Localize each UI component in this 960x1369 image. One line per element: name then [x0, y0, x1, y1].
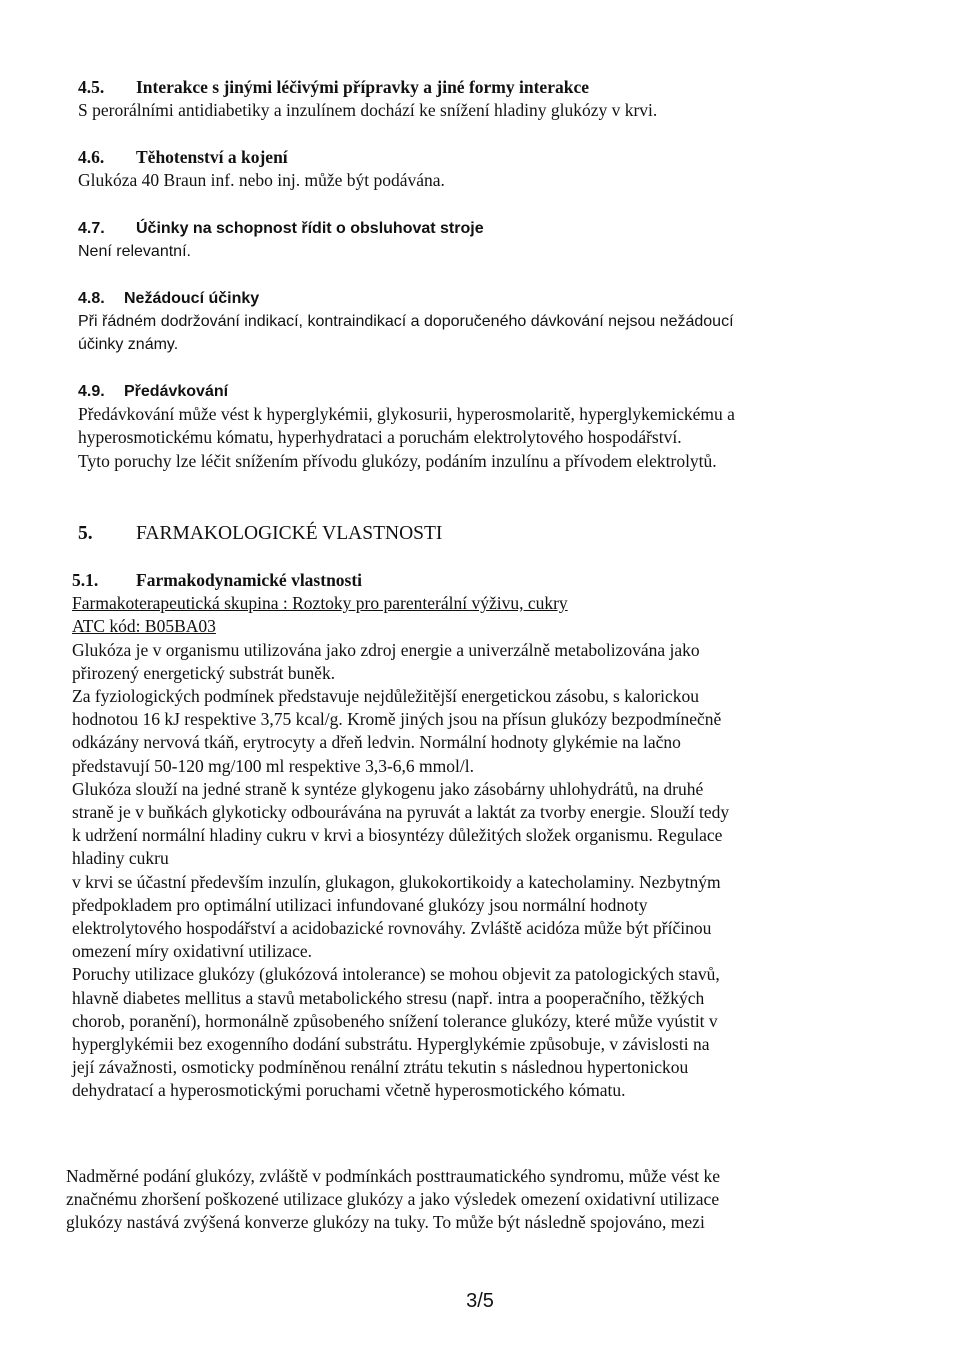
- paragraph-line: Glukóza slouží na jedné straně k syntéze glykogenu jako zásobárny uhlohydrátů, na druhé: [72, 778, 704, 799]
- atc-code: ATC kód: B05BA03: [72, 616, 216, 637]
- paragraph-line: hyperosmotickému kómatu, hyperhydrataci a poruchám elektrolytového hospodářství.: [78, 427, 682, 448]
- section-title: Interakce s jinými léčivými přípravky a jiné formy interakce: [136, 77, 589, 97]
- section-heading: [72, 569, 952, 592]
- paragraph-line: Předávkování může vést k hyperglykémii, glykosurii, hyperosmolaritě, hyperglykemickému a: [78, 404, 735, 425]
- section-number: 4.7.: [78, 220, 105, 237]
- paragraph-continuation: [66, 1165, 946, 1235]
- section-4-9: [78, 380, 958, 473]
- section-title: Předávkování: [124, 383, 229, 400]
- paragraph-line: S perorálními antidiabetiky a inzulínem dochází ke snížení hladiny glukózy v krvi.: [78, 100, 658, 121]
- paragraph-line: v krvi se účastní především inzulín, glukagon, glukokortikoidy a katecholaminy. Nezbytným: [72, 871, 721, 892]
- paragraph-line: hlavně diabetes mellitus a stavů metabolického stresu (např. intra a pooperačního, těžkých: [72, 987, 705, 1008]
- section-title: Těhotenství a kojení: [136, 147, 288, 167]
- paragraph-line: Při řádném dodržování indikací, kontraindikací a doporučeného dávkování nejsou nežádoucí: [78, 313, 734, 331]
- paragraph-line: předpokladem pro optimální utilizaci infundované glukózy jsou normální hodnoty: [72, 894, 648, 915]
- section-heading: [78, 521, 958, 547]
- paragraph-line: představují 50-120 mg/100 ml respektive 3,3-6,6 mmol/l.: [72, 755, 474, 776]
- section-title: FARMAKOLOGICKÉ VLASTNOSTI: [136, 523, 443, 544]
- paragraph-line: glukózy nastává zvýšená konverze glukózy na tuky. To může být následně spojováno, mezi: [66, 1212, 705, 1233]
- pharmacotherapeutic-group: Farmakoterapeutická skupina : Roztoky pro parenterální výživu, cukry: [72, 593, 568, 614]
- paragraph-line: Glukóza 40 Braun inf. nebo inj. může být podávána.: [78, 170, 445, 191]
- section-heading: [78, 76, 958, 99]
- section-number: 5.1.: [72, 570, 99, 590]
- section-4-8: [78, 287, 958, 357]
- paragraph-line: hyperglykémii bez exogenního dodání substrátu. Hyperglykémie způsobuje, v závislosti na: [72, 1034, 710, 1055]
- paragraph-line: její závažnosti, osmoticky podmíněnou renální ztrátu tekutin s následnou hypertonickou: [72, 1057, 689, 1078]
- paragraph-line: Nadměrné podání glukózy, zvláště v podmínkách posttraumatického syndromu, může vést ke: [66, 1166, 720, 1186]
- section-4-6: [78, 146, 958, 192]
- paragraph-line: Za fyziologických podmínek představuje nejdůležitější energetickou zásobu, s kalorickou: [72, 686, 700, 707]
- section-5-1: [72, 569, 952, 1103]
- paragraph-line: hodnotou 16 kJ respektive 3,75 kcal/g. Kromě jiných jsou na přísun glukózy bezpodmínečně: [72, 709, 722, 730]
- section-4-7: [78, 217, 958, 263]
- section-title: Farmakodynamické vlastnosti: [136, 570, 363, 590]
- section-number: 4.6.: [78, 147, 105, 167]
- section-5: [78, 521, 958, 547]
- section-title: Nežádoucí účinky: [124, 290, 260, 307]
- paragraph-line: Poruchy utilizace glukózy (glukózová intolerance) se mohou objevit za patologických stavů,: [72, 964, 720, 985]
- section-number: 4.8.: [78, 290, 105, 307]
- section-number: 4.5.: [78, 77, 105, 97]
- paragraph-line: značnému zhoršení poškozené utilizace glukózy a jako výsledek omezení oxidativní utilizace: [66, 1189, 720, 1210]
- paragraph-line: straně je v buňkách glykoticky odbourávána na pyruvát a laktát za tvorby energie. Slouží tedy: [72, 802, 730, 823]
- section-4-5: [78, 76, 958, 122]
- paragraph-line: účinky známy.: [78, 336, 179, 354]
- paragraph-line: chorob, poranění), hormonálně způsobeného snížení tolerance glukózy, které může vyústit v: [72, 1010, 718, 1031]
- section-heading: [78, 380, 958, 403]
- paragraph-line: hladiny cukru: [72, 848, 169, 869]
- paragraph-line: přirozený energetický substrát buněk.: [72, 662, 336, 683]
- section-title: Účinky na schopnost řídit o obsluhovat stroje: [136, 220, 484, 237]
- section-number: 4.9.: [78, 383, 105, 400]
- paragraph-line: k udržení normální hladiny cukru v krvi a biosyntézy důležitých složek organismu. Regulace: [72, 825, 723, 846]
- paragraph-line: Tyto poruchy lze léčit snížením přívodu glukózy, podáním inzulínu a přívodem elektrolytů.: [78, 450, 717, 471]
- paragraph-line: omezení míry oxidativní utilizace.: [72, 941, 313, 962]
- paragraph-line: odkázány nervová tkáň, erytrocyty a dřeň ledvin. Normální hodnoty glykémie na lačno: [72, 732, 681, 753]
- paragraph-line: dehydratací a hyperosmotickými poruchami včetně hyperosmotického kómatu.: [72, 1080, 626, 1101]
- section-number: 5.: [78, 523, 93, 544]
- paragraph-line: Není relevantní.: [78, 243, 191, 261]
- section-heading: [78, 287, 958, 310]
- paragraph-line: Glukóza je v organismu utilizována jako zdroj energie a univerzálně metabolizována jako: [72, 639, 700, 660]
- section-heading: [78, 217, 958, 240]
- paragraph-line: elektrolytového hospodářství a acidobazické rovnováhy. Zvláště acidóza může být příčinou: [72, 918, 712, 939]
- section-heading: [78, 146, 958, 169]
- page-number: 3/5: [466, 1290, 494, 1312]
